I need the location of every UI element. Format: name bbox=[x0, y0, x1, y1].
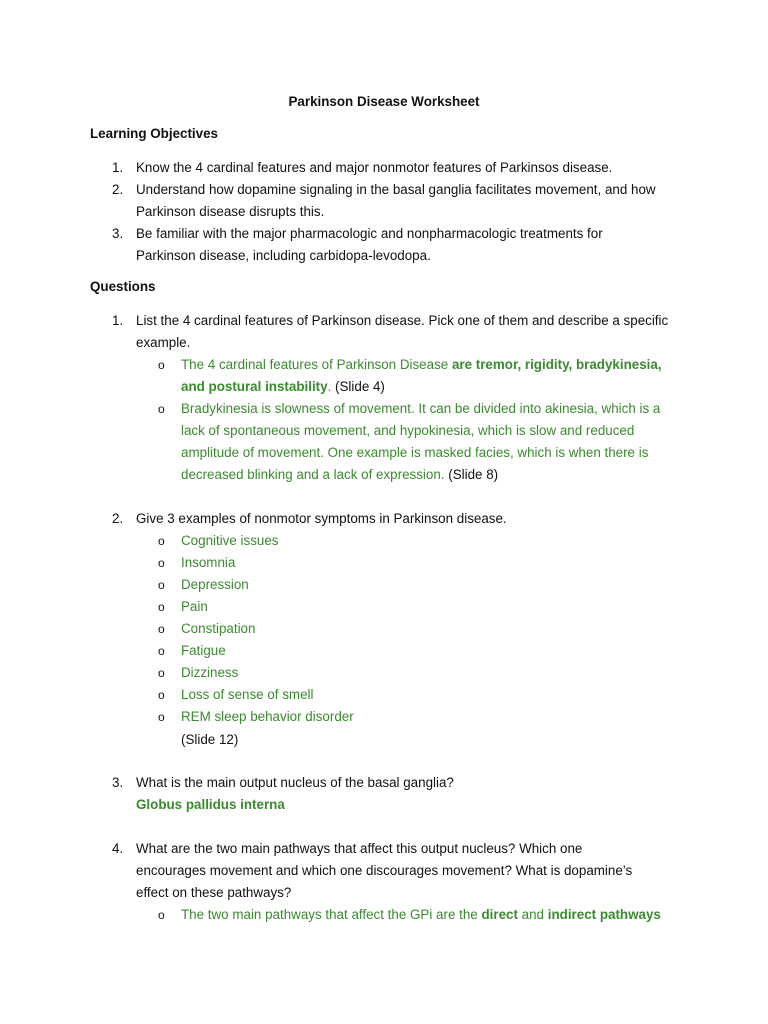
slide-reference: (Slide 8) bbox=[448, 467, 499, 482]
answer-bold-text: direct bbox=[481, 907, 518, 922]
symptom-item: Loss of sense of smell bbox=[181, 687, 314, 702]
question-4-answer-1 bbox=[181, 906, 661, 924]
objective-3-text-line2: Parkinson disease, including carbidopa-levodopa. bbox=[136, 248, 431, 263]
answer-bold-text: indirect pathways bbox=[547, 907, 661, 922]
symptom-item: Insomnia bbox=[181, 555, 236, 570]
bullet-marker: o bbox=[158, 908, 165, 922]
symptom-item: Depression bbox=[181, 577, 249, 592]
objective-3-text-line1: Be familiar with the major pharmacologic and nonpharmacologic treatments for bbox=[136, 226, 603, 241]
question-4-text-line3: effect on these pathways? bbox=[136, 885, 292, 900]
answer-text: The two main pathways that affect the GPi are the bbox=[181, 907, 482, 922]
question-1-answer-2-line4 bbox=[181, 466, 498, 484]
symptom-item: Dizziness bbox=[181, 665, 239, 680]
bullet-marker: o bbox=[158, 556, 165, 570]
answer-text: . bbox=[327, 379, 336, 394]
bullet-marker: o bbox=[158, 644, 165, 658]
answer-bold-text: and postural instability bbox=[181, 379, 328, 394]
objective-2-text-line1: Understand how dopamine signaling in the basal ganglia facilitates movement, and how bbox=[136, 182, 656, 197]
bullet-marker: o bbox=[158, 578, 165, 592]
objective-1-text: Know the 4 cardinal features and major nonmotor features of Parkinsos disease. bbox=[136, 160, 613, 175]
learning-objectives-heading: Learning Objectives bbox=[90, 126, 218, 141]
bullet-marker: o bbox=[158, 402, 165, 416]
symptom-item: Cognitive issues bbox=[181, 533, 279, 548]
bullet-marker: o bbox=[158, 534, 165, 548]
bullet-marker: o bbox=[158, 622, 165, 636]
question-4-number: 4. bbox=[112, 841, 124, 856]
question-2-text: Give 3 examples of nonmotor symptoms in Parkinson disease. bbox=[136, 511, 507, 526]
bullet-marker: o bbox=[158, 710, 165, 724]
question-1-text-line2: example. bbox=[136, 335, 191, 350]
bullet-marker: o bbox=[158, 600, 165, 614]
objective-1-number: 1. bbox=[112, 160, 124, 175]
question-4-text-line2: encourages movement and which one discourages movement? What is dopamine’s bbox=[136, 863, 633, 878]
objective-3-number: 3. bbox=[112, 226, 124, 241]
question-1-answer-2-line3: amplitude of movement. One example is masked facies, which is when there is bbox=[181, 445, 649, 460]
answer-text: and bbox=[517, 907, 548, 922]
question-3-number: 3. bbox=[112, 775, 124, 790]
answer-text: decreased blinking and a lack of expression. bbox=[181, 467, 449, 482]
question-3-text: What is the main output nucleus of the basal ganglia? bbox=[136, 775, 454, 790]
question-2-number: 2. bbox=[112, 511, 124, 526]
question-1-number: 1. bbox=[112, 313, 124, 328]
questions-heading: Questions bbox=[90, 279, 156, 294]
objective-2-number: 2. bbox=[112, 182, 124, 197]
slide-reference: (Slide 12) bbox=[181, 732, 239, 747]
question-1-answer-1-line1 bbox=[181, 356, 662, 374]
bullet-marker: o bbox=[158, 358, 165, 372]
symptom-item: REM sleep behavior disorder bbox=[181, 709, 354, 724]
objective-2-text-line2: Parkinson disease disrupts this. bbox=[136, 204, 325, 219]
symptom-item: Pain bbox=[181, 599, 208, 614]
question-1-answer-2-line1: Bradykinesia is slowness of movement. It can be divided into akinesia, which is a bbox=[181, 401, 661, 416]
document-title: Parkinson Disease Worksheet bbox=[288, 94, 480, 109]
question-4-text-line1: What are the two main pathways that affect this output nucleus? Which one bbox=[136, 841, 583, 856]
slide-reference: (Slide 4) bbox=[335, 379, 385, 394]
symptom-item: Fatigue bbox=[181, 643, 226, 658]
answer-text: The 4 cardinal features of Parkinson Disease bbox=[181, 357, 452, 372]
answer-bold-text: are tremor, rigidity, bradykinesia, bbox=[451, 357, 662, 372]
question-1-answer-2-line2: lack of spontaneous movement, and hypokinesia, which is slow and reduced bbox=[181, 423, 635, 438]
bullet-marker: o bbox=[158, 666, 165, 680]
bullet-marker: o bbox=[158, 688, 165, 702]
question-1-text-line1: List the 4 cardinal features of Parkinson disease. Pick one of them and describe a specific bbox=[136, 313, 669, 328]
symptom-item: Constipation bbox=[181, 621, 256, 636]
question-1-answer-1-line2 bbox=[181, 378, 385, 396]
question-3-answer: Globus pallidus interna bbox=[136, 797, 285, 812]
